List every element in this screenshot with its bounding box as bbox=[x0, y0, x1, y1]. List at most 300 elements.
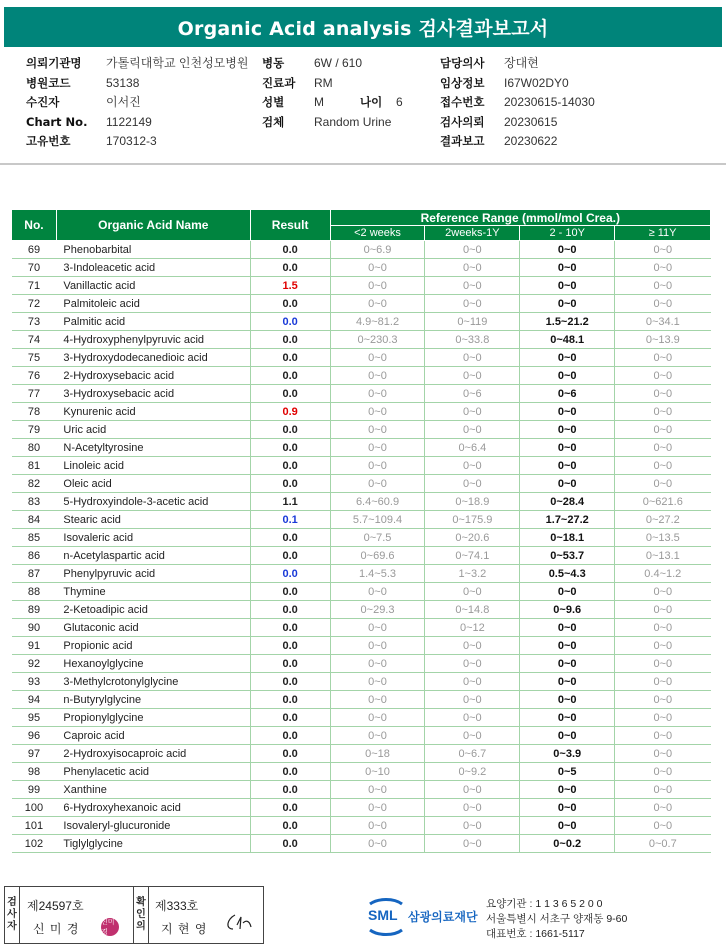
hospital-code-label: 병원코드 bbox=[26, 75, 71, 90]
acid-name: 3-Indoleacetic acid bbox=[56, 259, 250, 277]
institution-label: 의뢰기관명 bbox=[26, 56, 82, 70]
reference-range: 0~0 bbox=[330, 457, 425, 475]
result-value: 0.0 bbox=[250, 619, 330, 637]
reference-range: 0~0 bbox=[330, 349, 425, 367]
reference-range: 0~0 bbox=[615, 781, 711, 799]
reference-range: 0~0 bbox=[520, 475, 615, 493]
reference-range: 0~33.8 bbox=[425, 331, 520, 349]
clinical-label: 임상정보 bbox=[440, 75, 485, 90]
table-row bbox=[12, 259, 711, 277]
acid-name: Glutaconic acid bbox=[56, 619, 250, 637]
result-value: 0.0 bbox=[250, 781, 330, 799]
acid-name: Oleic acid bbox=[56, 475, 250, 493]
acid-name: 5-Hydroxyindole-3-acetic acid bbox=[56, 493, 250, 511]
row-number: 69 bbox=[12, 241, 57, 259]
reference-range: 0~0 bbox=[520, 673, 615, 691]
receipt-value: 20230615-14030 bbox=[504, 95, 595, 109]
reference-range: 0~0 bbox=[425, 403, 520, 421]
acid-name: Palmitic acid bbox=[56, 313, 250, 331]
reference-range: 0~0 bbox=[615, 403, 711, 421]
reference-range: 0~18.9 bbox=[425, 493, 520, 511]
reference-range: 0~18.1 bbox=[520, 529, 615, 547]
table-row bbox=[12, 313, 711, 331]
result-value: 0.0 bbox=[250, 439, 330, 457]
reference-range: 0~27.2 bbox=[615, 511, 711, 529]
row-number: 98 bbox=[12, 763, 57, 781]
reference-range: 0~0 bbox=[425, 691, 520, 709]
reference-range: 0~0 bbox=[520, 709, 615, 727]
clinical-value: I67W02DY0 bbox=[504, 75, 569, 90]
specimen-value: Random Urine bbox=[314, 114, 392, 129]
reference-range: 0~0 bbox=[615, 637, 711, 655]
acid-name: 6-Hydroxyhexanoic acid bbox=[56, 799, 250, 817]
reference-range: 0~0 bbox=[330, 637, 425, 655]
result-value: 0.0 bbox=[250, 421, 330, 439]
result-value: 0.0 bbox=[250, 691, 330, 709]
table-row bbox=[12, 331, 711, 349]
acid-name: 3-Hydroxydodecanedioic acid bbox=[56, 349, 250, 367]
reference-range: 0~0 bbox=[425, 781, 520, 799]
report-date-value: 20230622 bbox=[504, 134, 558, 148]
table-row bbox=[12, 691, 711, 709]
header-range: ≥ 11Y bbox=[615, 226, 711, 241]
reference-range: 0~0 bbox=[615, 259, 711, 277]
reference-range: 0~6.7 bbox=[425, 745, 520, 763]
reference-range: 0~0 bbox=[330, 421, 425, 439]
row-number: 91 bbox=[12, 637, 57, 655]
doctor-label: 담당의사 bbox=[440, 56, 485, 70]
reference-range: 0~0 bbox=[520, 583, 615, 601]
tester-label-char: 사 bbox=[7, 909, 17, 920]
reference-range: 0~0 bbox=[330, 367, 425, 385]
reference-range: 0~0 bbox=[425, 259, 520, 277]
row-number: 86 bbox=[12, 547, 57, 565]
reference-range: 0~0 bbox=[520, 799, 615, 817]
result-value: 0.0 bbox=[250, 601, 330, 619]
reference-range: 0~12 bbox=[425, 619, 520, 637]
table-row bbox=[12, 781, 711, 799]
row-number: 79 bbox=[12, 421, 57, 439]
acid-name: Kynurenic acid bbox=[56, 403, 250, 421]
row-number: 102 bbox=[12, 835, 57, 853]
confirmer-license: 제333호 bbox=[155, 899, 199, 913]
acid-name: Propionylglycine bbox=[56, 709, 250, 727]
reference-range: 0~0 bbox=[615, 439, 711, 457]
row-number: 82 bbox=[12, 475, 57, 493]
reference-range: 0~0 bbox=[520, 277, 615, 295]
table-row bbox=[12, 727, 711, 745]
result-value: 0.0 bbox=[250, 655, 330, 673]
age-label: 나이 bbox=[360, 95, 383, 109]
header-name: Organic Acid Name bbox=[56, 210, 250, 241]
acid-name: 2-Ketoadipic acid bbox=[56, 601, 250, 619]
reference-range: 0~9.2 bbox=[425, 763, 520, 781]
reference-range: 0~0 bbox=[520, 367, 615, 385]
reference-range: 0~0 bbox=[520, 655, 615, 673]
reference-range: 0~0 bbox=[615, 655, 711, 673]
table-row bbox=[12, 835, 711, 853]
table-row bbox=[12, 277, 711, 295]
confirmer-name: 지 현 영 bbox=[161, 922, 208, 936]
reference-range: 0~0 bbox=[615, 475, 711, 493]
row-number: 89 bbox=[12, 601, 57, 619]
reference-range: 0~0 bbox=[615, 727, 711, 745]
reference-range: 0~0 bbox=[330, 385, 425, 403]
acid-name: n-Acetylaspartic acid bbox=[56, 547, 250, 565]
reference-range: 0~119 bbox=[425, 313, 520, 331]
reference-range: 0~0 bbox=[520, 295, 615, 313]
report-footer bbox=[4, 886, 722, 944]
reference-range: 0~0 bbox=[520, 619, 615, 637]
acid-name: Stearic acid bbox=[56, 511, 250, 529]
table-row bbox=[12, 637, 711, 655]
receipt-label: 접수번호 bbox=[440, 95, 485, 109]
result-value: 0.0 bbox=[250, 709, 330, 727]
reference-range: 0~0 bbox=[425, 727, 520, 745]
acid-name: Thymine bbox=[56, 583, 250, 601]
row-number: 100 bbox=[12, 799, 57, 817]
ward-label: 병동 bbox=[262, 56, 285, 70]
acid-name: Isovaleric acid bbox=[56, 529, 250, 547]
specimen-label: 검체 bbox=[262, 114, 285, 129]
acid-name: 2-Hydroxyisocaproic acid bbox=[56, 745, 250, 763]
reference-range: 0~53.7 bbox=[520, 547, 615, 565]
acid-name: Linoleic acid bbox=[56, 457, 250, 475]
org-name: 삼광의료재단 bbox=[408, 910, 478, 924]
tester-seal: 신미경 bbox=[101, 918, 119, 936]
patient-value: 이서진 bbox=[106, 95, 141, 109]
result-value: 0.0 bbox=[250, 259, 330, 277]
reference-range: 0~3.9 bbox=[520, 745, 615, 763]
result-value: 0.0 bbox=[250, 817, 330, 835]
reference-range: 0~0 bbox=[615, 295, 711, 313]
reference-range: 0~0 bbox=[425, 673, 520, 691]
reference-range: 0~7.5 bbox=[330, 529, 425, 547]
acid-name: Caproic acid bbox=[56, 727, 250, 745]
acid-name: 3-Hydroxysebacic acid bbox=[56, 385, 250, 403]
row-number: 93 bbox=[12, 673, 57, 691]
table-row bbox=[12, 385, 711, 403]
reference-range: 0~0 bbox=[615, 277, 711, 295]
acid-name: 3-Methylcrotonylglycine bbox=[56, 673, 250, 691]
row-number: 77 bbox=[12, 385, 57, 403]
reference-range: 0~0 bbox=[615, 601, 711, 619]
result-value: 0.0 bbox=[250, 583, 330, 601]
acid-name: n-Butyrylglycine bbox=[56, 691, 250, 709]
reference-range: 0~0 bbox=[520, 403, 615, 421]
reference-range: 0~5 bbox=[520, 763, 615, 781]
reference-range: 0~0 bbox=[330, 691, 425, 709]
table-row bbox=[12, 493, 711, 511]
doctor-value: 장대현 bbox=[504, 56, 539, 70]
signature-box bbox=[4, 886, 264, 944]
row-number: 70 bbox=[12, 259, 57, 277]
reference-range: 6.4~60.9 bbox=[330, 493, 425, 511]
reference-range: 0~0 bbox=[520, 781, 615, 799]
reference-range: 0~6 bbox=[520, 385, 615, 403]
acid-name: Phenylpyruvic acid bbox=[56, 565, 250, 583]
reference-range: 0~0 bbox=[520, 637, 615, 655]
table-row bbox=[12, 619, 711, 637]
row-number: 83 bbox=[12, 493, 57, 511]
reference-range: 0~0 bbox=[330, 475, 425, 493]
table-row bbox=[12, 403, 711, 421]
header-no: No. bbox=[12, 210, 57, 241]
sml-logo-icon bbox=[366, 896, 406, 936]
result-value: 0.0 bbox=[250, 763, 330, 781]
result-value: 0.0 bbox=[250, 727, 330, 745]
table-row bbox=[12, 295, 711, 313]
reference-range: 0~0 bbox=[425, 421, 520, 439]
reference-range: 0~29.3 bbox=[330, 601, 425, 619]
row-number: 96 bbox=[12, 727, 57, 745]
reference-range: 0~0 bbox=[330, 727, 425, 745]
row-number: 73 bbox=[12, 313, 57, 331]
acid-name: Propionic acid bbox=[56, 637, 250, 655]
dept-value: RM bbox=[314, 75, 333, 90]
reference-range: 0~0 bbox=[330, 673, 425, 691]
report-date-label: 결과보고 bbox=[440, 134, 485, 148]
divider bbox=[0, 163, 726, 165]
report-title: Organic Acid analysis 검사결과보고서 bbox=[4, 7, 722, 47]
reference-range: 0~0 bbox=[520, 457, 615, 475]
ward-value: 6W / 610 bbox=[314, 56, 363, 70]
reference-range: 0~0 bbox=[615, 799, 711, 817]
reference-range: 0~0 bbox=[330, 583, 425, 601]
reference-range: 0~18 bbox=[330, 745, 425, 763]
institution-value: 가톨릭대학교 인천성모병원 bbox=[106, 56, 249, 70]
reference-range: 0~0 bbox=[425, 295, 520, 313]
row-number: 75 bbox=[12, 349, 57, 367]
reference-range: 0~0 bbox=[330, 781, 425, 799]
table-row bbox=[12, 763, 711, 781]
reference-range: 0~0 bbox=[615, 817, 711, 835]
result-value: 0.0 bbox=[250, 673, 330, 691]
result-value: 0.0 bbox=[250, 637, 330, 655]
reference-range: 0~0 bbox=[425, 277, 520, 295]
reference-range: 0~0 bbox=[330, 619, 425, 637]
header-reference: Reference Range (mmol/mol Crea.) bbox=[330, 210, 710, 226]
header-result: Result bbox=[250, 210, 330, 241]
reference-range: 0~48.1 bbox=[520, 331, 615, 349]
reference-range: 0~0 bbox=[425, 475, 520, 493]
result-value: 0.0 bbox=[250, 241, 330, 259]
chart-value: 1122149 bbox=[106, 114, 152, 129]
header-range: <2 weeks bbox=[330, 226, 425, 241]
table-row bbox=[12, 349, 711, 367]
reference-range: 1.5~21.2 bbox=[520, 313, 615, 331]
chart-label: Chart No. bbox=[26, 114, 88, 129]
reference-range: 0~13.1 bbox=[615, 547, 711, 565]
reference-range: 0~0 bbox=[330, 295, 425, 313]
result-value: 0.0 bbox=[250, 313, 330, 331]
table-row bbox=[12, 655, 711, 673]
acid-name: Hexanoylglycine bbox=[56, 655, 250, 673]
reference-range: 0~0.7 bbox=[615, 835, 711, 853]
result-value: 0.0 bbox=[250, 745, 330, 763]
tester-name: 신 미 경 bbox=[33, 922, 80, 936]
reference-range: 0~0 bbox=[425, 799, 520, 817]
reference-range: 0~20.6 bbox=[425, 529, 520, 547]
reference-range: 0~0 bbox=[615, 457, 711, 475]
row-number: 78 bbox=[12, 403, 57, 421]
table-row bbox=[12, 439, 711, 457]
acid-name: Palmitoleic acid bbox=[56, 295, 250, 313]
row-number: 92 bbox=[12, 655, 57, 673]
tester-label-char: 검 bbox=[7, 897, 17, 908]
age-value: 6 bbox=[396, 95, 403, 109]
result-value: 0.9 bbox=[250, 403, 330, 421]
header-range: 2 - 10Y bbox=[520, 226, 615, 241]
reference-range: 0~0 bbox=[330, 835, 425, 853]
dept-label: 진료과 bbox=[262, 75, 296, 90]
reference-range: 0~0 bbox=[425, 835, 520, 853]
result-value: 0.0 bbox=[250, 457, 330, 475]
reference-range: 0~0 bbox=[425, 349, 520, 367]
address: 서울특별시 서초구 양재동 9-60 bbox=[486, 913, 628, 925]
reference-range: 0~0 bbox=[330, 439, 425, 457]
row-number: 71 bbox=[12, 277, 57, 295]
reference-range: 4.9~81.2 bbox=[330, 313, 425, 331]
acid-name: Tiglylglycine bbox=[56, 835, 250, 853]
table-row bbox=[12, 241, 711, 259]
reference-range: 0~0 bbox=[615, 349, 711, 367]
hospital-code-value: 53138 bbox=[106, 75, 140, 90]
care-code: 요양기관 : 1 1 3 6 5 2 0 0 bbox=[486, 898, 603, 910]
reference-range: 0~0 bbox=[615, 421, 711, 439]
row-number: 84 bbox=[12, 511, 57, 529]
reference-range: 0~0 bbox=[520, 349, 615, 367]
result-value: 0.0 bbox=[250, 331, 330, 349]
table-row bbox=[12, 475, 711, 493]
reference-range: 0.5~4.3 bbox=[520, 565, 615, 583]
tester-label bbox=[5, 887, 20, 943]
reference-range: 0~0 bbox=[425, 583, 520, 601]
row-number: 95 bbox=[12, 709, 57, 727]
table-row bbox=[12, 601, 711, 619]
acid-name: 2-Hydroxysebacic acid bbox=[56, 367, 250, 385]
reference-range: 0~0 bbox=[425, 457, 520, 475]
table-row bbox=[12, 709, 711, 727]
result-value: 0.0 bbox=[250, 835, 330, 853]
reference-range: 0~0 bbox=[615, 367, 711, 385]
results-table bbox=[11, 209, 711, 853]
result-value: 0.0 bbox=[250, 385, 330, 403]
reference-range: 0~0 bbox=[520, 817, 615, 835]
acid-name: 4-Hydroxyphenylpyruvic acid bbox=[56, 331, 250, 349]
request-label: 검사의뢰 bbox=[440, 114, 485, 129]
reference-range: 0~6.9 bbox=[330, 241, 425, 259]
row-number: 80 bbox=[12, 439, 57, 457]
reference-range: 0~0 bbox=[615, 619, 711, 637]
reference-range: 0~0 bbox=[615, 673, 711, 691]
sex-value: M bbox=[314, 95, 324, 109]
acid-name: N-Acetyltyrosine bbox=[56, 439, 250, 457]
table-row bbox=[12, 511, 711, 529]
table-row bbox=[12, 367, 711, 385]
reference-range: 0~0 bbox=[520, 691, 615, 709]
result-value: 0.0 bbox=[250, 295, 330, 313]
tester-license: 제24597호 bbox=[27, 899, 84, 913]
result-value: 1.1 bbox=[250, 493, 330, 511]
reference-range: 0~0 bbox=[615, 583, 711, 601]
reference-range: 0~0 bbox=[520, 259, 615, 277]
table-row bbox=[12, 457, 711, 475]
reference-range: 0~0 bbox=[615, 745, 711, 763]
row-number: 90 bbox=[12, 619, 57, 637]
unique-value: 170312-3 bbox=[106, 134, 157, 148]
row-number: 87 bbox=[12, 565, 57, 583]
reference-range: 0~0.2 bbox=[520, 835, 615, 853]
result-value: 0.1 bbox=[250, 511, 330, 529]
result-value: 0.0 bbox=[250, 547, 330, 565]
row-number: 81 bbox=[12, 457, 57, 475]
reference-range: 0~14.8 bbox=[425, 601, 520, 619]
row-number: 88 bbox=[12, 583, 57, 601]
phone: 대표번호 : 1661-5117 bbox=[486, 928, 585, 940]
acid-name: Xanthine bbox=[56, 781, 250, 799]
reference-range: 0~0 bbox=[520, 421, 615, 439]
reference-range: 0~6 bbox=[425, 385, 520, 403]
reference-range: 0~28.4 bbox=[520, 493, 615, 511]
reference-range: 0~0 bbox=[425, 637, 520, 655]
reference-range: 0~621.6 bbox=[615, 493, 711, 511]
reference-range: 1.7~27.2 bbox=[520, 511, 615, 529]
reference-range: 1~3.2 bbox=[425, 565, 520, 583]
result-value: 0.0 bbox=[250, 475, 330, 493]
confirmer-label-char: 의 bbox=[136, 921, 146, 932]
reference-range: 0~0 bbox=[615, 385, 711, 403]
reference-range: 0~0 bbox=[520, 727, 615, 745]
acid-name: Phenylacetic acid bbox=[56, 763, 250, 781]
table-row bbox=[12, 421, 711, 439]
table-row bbox=[12, 799, 711, 817]
result-value: 0.0 bbox=[250, 565, 330, 583]
reference-range: 0~0 bbox=[330, 259, 425, 277]
reference-range: 0~13.5 bbox=[615, 529, 711, 547]
reference-range: 0~0 bbox=[425, 367, 520, 385]
reference-range: 0~0 bbox=[615, 709, 711, 727]
reference-range: 1.4~5.3 bbox=[330, 565, 425, 583]
reference-range: 0~0 bbox=[330, 655, 425, 673]
result-value: 0.0 bbox=[250, 799, 330, 817]
reference-range: 0~0 bbox=[330, 709, 425, 727]
reference-range: 0~0 bbox=[615, 691, 711, 709]
table-row bbox=[12, 745, 711, 763]
reference-range: 0~13.9 bbox=[615, 331, 711, 349]
row-number: 94 bbox=[12, 691, 57, 709]
row-number: 74 bbox=[12, 331, 57, 349]
sex-label: 성별 bbox=[262, 95, 285, 109]
result-value: 0.0 bbox=[250, 349, 330, 367]
reference-range: 0~0 bbox=[330, 403, 425, 421]
confirmer-label-char: 확 bbox=[136, 897, 146, 908]
row-number: 97 bbox=[12, 745, 57, 763]
logo-text: SML bbox=[368, 907, 398, 923]
table-row bbox=[12, 817, 711, 835]
acid-name: Phenobarbital bbox=[56, 241, 250, 259]
table-row bbox=[12, 547, 711, 565]
table-row bbox=[12, 565, 711, 583]
table-row bbox=[12, 529, 711, 547]
table-row bbox=[12, 583, 711, 601]
reference-range: 0~0 bbox=[615, 241, 711, 259]
reference-range: 5.7~109.4 bbox=[330, 511, 425, 529]
row-number: 101 bbox=[12, 817, 57, 835]
reference-range: 0~230.3 bbox=[330, 331, 425, 349]
row-number: 99 bbox=[12, 781, 57, 799]
request-value: 20230615 bbox=[504, 114, 558, 129]
